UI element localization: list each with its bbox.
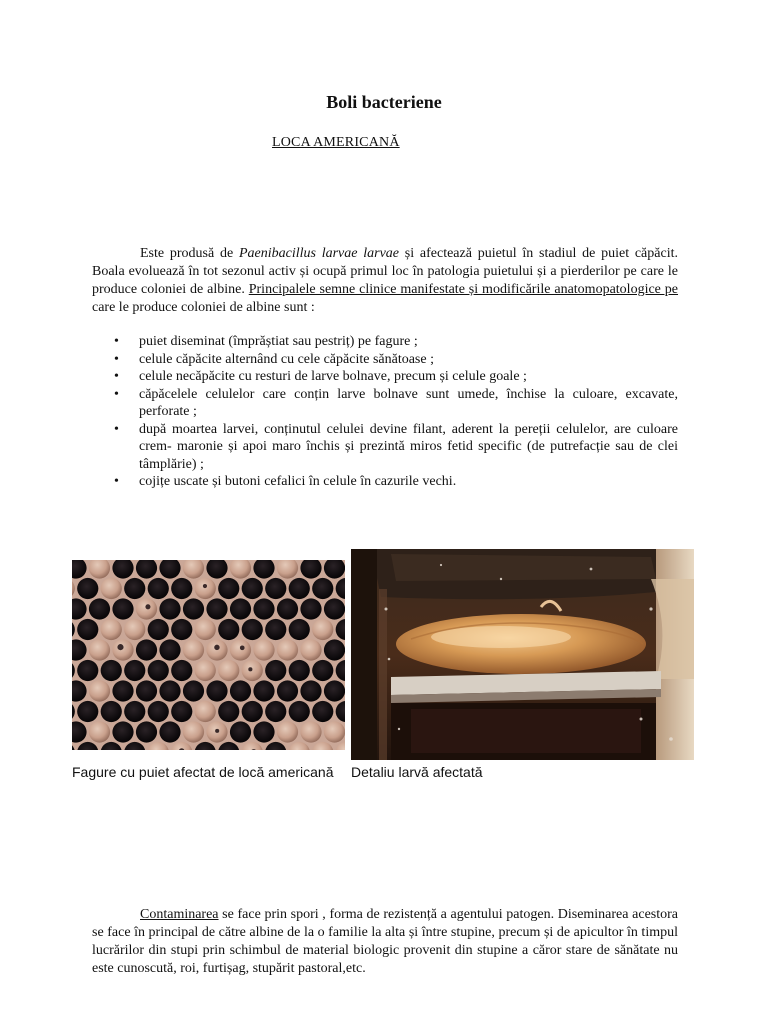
- capped-cell: [195, 660, 216, 681]
- clinical-signs-list: [92, 333, 678, 491]
- capped-cell: [89, 639, 110, 660]
- intro-text-a: Este produsă de: [140, 246, 239, 261]
- open-cell: [136, 680, 157, 701]
- open-cell: [300, 680, 321, 701]
- open-cell: [112, 598, 133, 619]
- open-cell: [77, 660, 98, 681]
- open-cell: [124, 660, 145, 681]
- honeycomb-photo: [72, 560, 345, 750]
- list-item: • căpăcelele celulelor care conțin larve bolnave sunt umede, închise la culoare, excavate, perforate ;: [92, 386, 678, 421]
- perforation-mark: [203, 584, 207, 588]
- open-cell: [124, 578, 145, 599]
- capped-cell: [230, 639, 251, 660]
- open-cell: [183, 598, 204, 619]
- open-cell: [277, 598, 298, 619]
- open-cell: [289, 701, 310, 722]
- capped-cell: [183, 721, 204, 742]
- perforation-mark: [214, 645, 219, 650]
- contamination-text: se face prin spori , forma de rezistență a agentului patogen. Diseminarea acestora se face în principal de către albine de la o familie la alta și între stupine, precum și de apicultor în timpul lucrărilor din stupi prin schimbul de material biologic provenit din stupine a căror stare de sănătate nu este cunoscută, roi, furtișag, stupărit pastoral,etc.: [92, 907, 678, 976]
- capped-cell: [324, 721, 345, 742]
- open-cell: [136, 639, 157, 660]
- contamination-term: Contaminarea: [140, 907, 219, 922]
- perforation-mark: [215, 729, 219, 733]
- intro-text-c: care le produce coloniei de albine sunt :: [92, 300, 315, 315]
- list-item: • puiet diseminat (împrăștiat sau pestriț) pe fagure ;: [92, 333, 678, 351]
- capped-cell: [195, 619, 216, 640]
- open-cell: [218, 619, 239, 640]
- open-cell: [324, 639, 345, 660]
- open-cell: [289, 619, 310, 640]
- open-cell: [253, 721, 274, 742]
- capped-cell: [300, 639, 321, 660]
- open-cell: [265, 578, 286, 599]
- capped-cell: [300, 721, 321, 742]
- perforation-mark: [117, 644, 123, 650]
- open-cell: [89, 598, 110, 619]
- open-cell: [242, 619, 263, 640]
- open-cell: [159, 598, 180, 619]
- open-cell: [265, 701, 286, 722]
- open-cell: [77, 619, 98, 640]
- open-cell: [159, 639, 180, 660]
- figure-caption-2: Detaliu larvă afectată: [351, 764, 483, 780]
- open-cell: [112, 680, 133, 701]
- capped-cell: [101, 578, 122, 599]
- capped-cell: [112, 639, 133, 660]
- list-item: • cojițe uscate și butoni cefalici în celule în cazurile vechi.: [92, 473, 678, 491]
- open-cell: [183, 680, 204, 701]
- open-cell: [101, 660, 122, 681]
- open-cell: [312, 578, 333, 599]
- capped-cell: [312, 619, 333, 640]
- open-cell: [242, 701, 263, 722]
- open-cell: [171, 578, 192, 599]
- open-cell: [218, 578, 239, 599]
- honeycomb-illustration: [72, 560, 345, 750]
- open-cell: [148, 701, 169, 722]
- intro-text-b: și afectează puietul în stadiul de puiet căpăcit. Boala evoluează în tot sezonul activ și ocupă primul loc în patologia puietului și a pierderilor pe care le produce coloniei de albine.: [92, 246, 678, 297]
- open-cell: [136, 721, 157, 742]
- open-cell: [218, 701, 239, 722]
- capped-cell: [277, 721, 298, 742]
- open-cell: [253, 598, 274, 619]
- capped-cell: [195, 701, 216, 722]
- open-cell: [159, 680, 180, 701]
- capped-cell: [253, 639, 274, 660]
- open-cell: [253, 680, 274, 701]
- open-cell: [148, 619, 169, 640]
- open-cell: [289, 660, 310, 681]
- open-cell: [206, 680, 227, 701]
- capped-cell: [101, 619, 122, 640]
- capped-cell: [218, 660, 239, 681]
- page-title: Boli bacteriene: [326, 92, 442, 112]
- open-cell: [77, 578, 98, 599]
- intro-paragraph: [92, 245, 678, 317]
- open-cell: [230, 680, 251, 701]
- capped-cell: [242, 660, 263, 681]
- larva-illustration: [351, 549, 694, 760]
- open-cell: [159, 721, 180, 742]
- intro-underlined-text: Principalele semne clinice manifestate și modificările anatomopatologice pe: [248, 282, 679, 297]
- open-cell: [265, 619, 286, 640]
- capped-cell: [89, 721, 110, 742]
- capped-cell: [124, 619, 145, 640]
- capped-cell: [89, 680, 110, 701]
- open-cell: [148, 578, 169, 599]
- open-cell: [312, 660, 333, 681]
- open-cell: [289, 578, 310, 599]
- open-cell: [206, 598, 227, 619]
- list-item: • după moartea larvei, conținutul celulei devine filant, aderent la pereții celulelor, are culoare crem- maronie și apoi maro închis și prezintă miros fetid specific (de putrefacție sau de clei tâmplărie) ;: [92, 421, 678, 474]
- capped-cell: [195, 578, 216, 599]
- open-cell: [148, 660, 169, 681]
- open-cell: [300, 598, 321, 619]
- open-cell: [171, 619, 192, 640]
- capped-cell: [277, 639, 298, 660]
- open-cell: [324, 598, 345, 619]
- perforation-mark: [248, 667, 252, 671]
- open-cell: [277, 680, 298, 701]
- open-cell: [171, 701, 192, 722]
- section-heading: LOCA AMERICANĂ: [272, 135, 400, 150]
- open-cell: [124, 701, 145, 722]
- open-cell: [242, 578, 263, 599]
- perforation-mark: [240, 645, 245, 650]
- open-cell: [230, 721, 251, 742]
- figure-caption-1: Fagure cu puiet afectat de locă americană: [72, 764, 334, 780]
- capped-cell: [183, 639, 204, 660]
- open-cell: [324, 680, 345, 701]
- list-item: • celule necăpăcite cu resturi de larve bolnave, precum și celule goale ;: [92, 368, 678, 386]
- open-cell: [312, 701, 333, 722]
- perforation-mark: [145, 604, 150, 609]
- open-cell: [230, 598, 251, 619]
- open-cell: [101, 701, 122, 722]
- open-cell: [171, 660, 192, 681]
- open-cell: [112, 721, 133, 742]
- list-item: • celule căpăcite alternând cu cele căpăcite sănătoase ;: [92, 351, 678, 369]
- open-cell: [265, 660, 286, 681]
- open-cell: [77, 701, 98, 722]
- species-name: Paenibacillus larvae larvae: [238, 246, 400, 261]
- capped-cell: [136, 598, 157, 619]
- contamination-paragraph: [92, 906, 678, 978]
- larva-detail-photo: [351, 549, 694, 760]
